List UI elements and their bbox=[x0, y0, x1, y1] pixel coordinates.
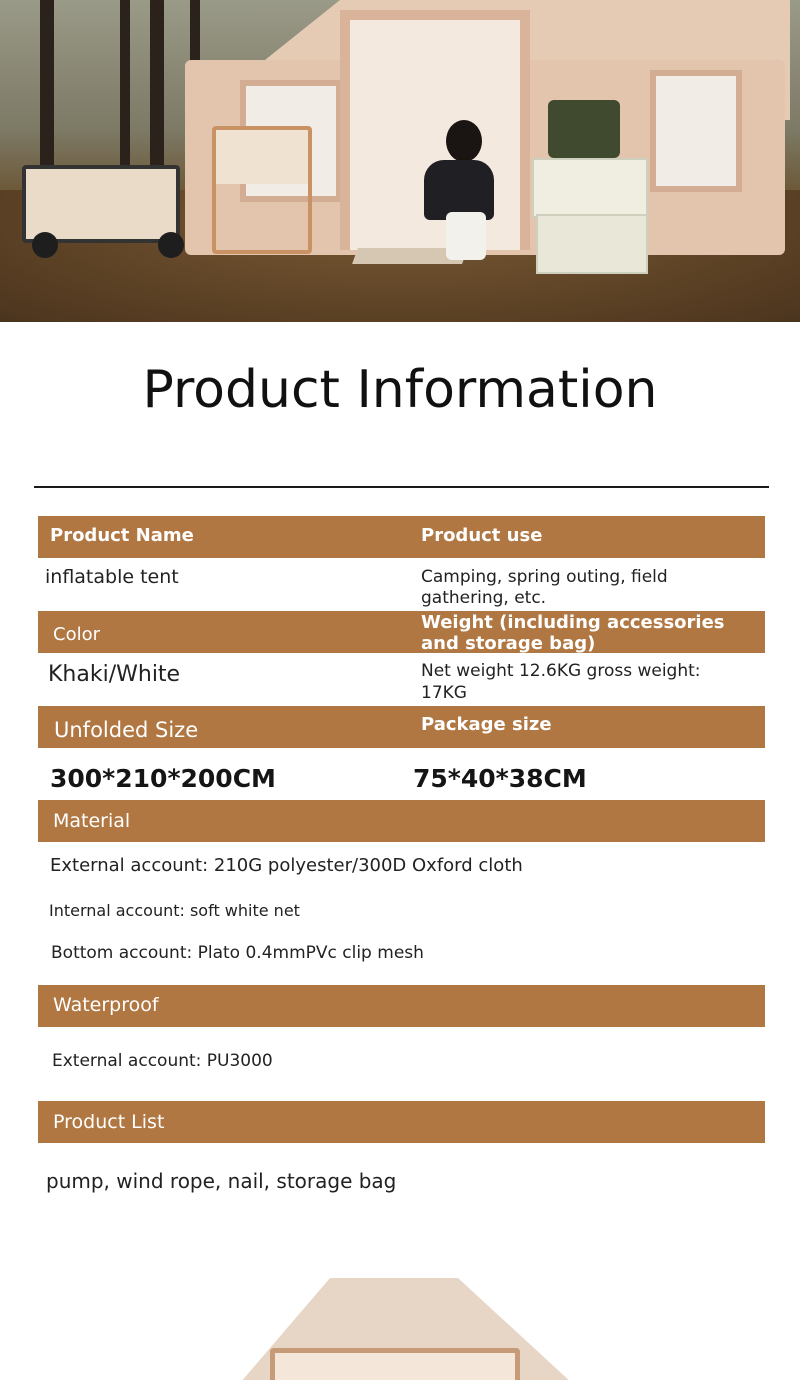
wagon-wheel bbox=[32, 232, 58, 258]
page-title: Product Information bbox=[142, 360, 658, 420]
material-line: External account: 210G polyester/300D Oxford cloth bbox=[50, 855, 523, 876]
package-size-value: 75*40*38CM bbox=[413, 764, 587, 793]
material-label: Material bbox=[53, 810, 131, 832]
storage-box bbox=[532, 158, 648, 218]
product-name-label: Product Name bbox=[50, 525, 194, 546]
color-value: Khaki/White bbox=[48, 662, 181, 687]
product-list-label: Product List bbox=[53, 1111, 165, 1133]
water-jug bbox=[548, 100, 620, 158]
material-line: Internal account: soft white net bbox=[49, 901, 300, 920]
tent-product-photo bbox=[210, 1278, 610, 1380]
weight-label: Weight (including accessories and storage bag) bbox=[421, 612, 725, 654]
product-use-value: Camping, spring outing, field gathering, etc. bbox=[421, 567, 668, 608]
waterproof-value: External account: PU3000 bbox=[52, 1051, 273, 1071]
person-sitting bbox=[420, 120, 500, 260]
hero-camping-photo bbox=[0, 0, 800, 322]
tent-window bbox=[650, 70, 742, 192]
waterproof-label: Waterproof bbox=[53, 994, 159, 1016]
unfolded-size-value: 300*210*200CM bbox=[50, 764, 276, 793]
product-name-value: inflatable tent bbox=[45, 566, 179, 588]
product-use-label: Product use bbox=[421, 525, 543, 546]
unfolded-size-label: Unfolded Size bbox=[54, 718, 199, 742]
package-size-label: Package size bbox=[421, 714, 552, 735]
tree-trunk bbox=[150, 0, 164, 180]
color-label: Color bbox=[53, 624, 100, 645]
divider-line bbox=[34, 486, 769, 488]
wagon-wheel bbox=[158, 232, 184, 258]
product-list-value: pump, wind rope, nail, storage bag bbox=[46, 1169, 397, 1193]
camping-chair bbox=[212, 126, 312, 254]
storage-box bbox=[536, 214, 648, 274]
spec-header-bar bbox=[38, 800, 765, 842]
weight-value: Net weight 12.6KG gross weight: 17KG bbox=[421, 661, 701, 703]
material-line: Bottom account: Plato 0.4mmPVc clip mesh bbox=[51, 943, 424, 963]
